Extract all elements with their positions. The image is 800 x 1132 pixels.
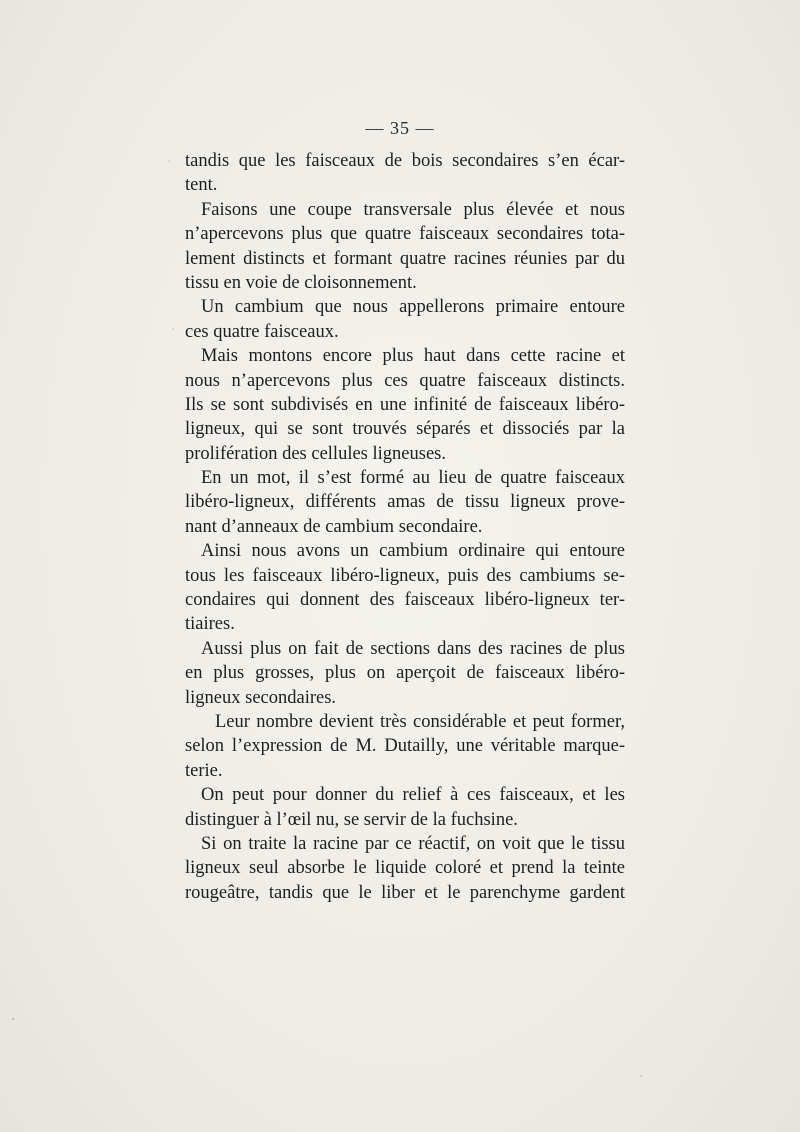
- text-line: distinguer à l’œil nu, se servir de la fuchsine.: [185, 809, 518, 830]
- text-line: selon l’expression de M. Dutailly, une véritable marque-: [185, 736, 625, 757]
- text-line: En un mot, il s’est formé au lieu de quatre faisceaux: [201, 468, 625, 489]
- text-line: ligneux, qui se sont trouvés séparés et dissociés par la: [185, 419, 625, 440]
- text-line: Leur nombre devient très considérable et peut former,: [215, 711, 625, 732]
- text-line: tous les faisceaux libéro-ligneux, puis des cambiums se-: [185, 565, 625, 586]
- body-text: [185, 149, 625, 905]
- paper-speck: [168, 160, 170, 162]
- text-line: Si on traite la racine par ce réactif, on voit que le tissu: [201, 833, 625, 854]
- text-line: n’apercevons plus que quatre faisceaux secondaires tota-: [185, 224, 625, 245]
- text-line: tent.: [185, 175, 218, 196]
- paper-speck: [640, 1075, 642, 1077]
- text-line: tissu en voie de cloisonnement.: [185, 272, 417, 293]
- text-line: Ainsi nous avons un cambium ordinaire qui entoure: [201, 541, 625, 562]
- text-line: libéro-ligneux, différents amas de tissu ligneux prove-: [185, 492, 625, 513]
- text-line: Faisons une coupe transversale plus élevée et nous: [201, 199, 625, 220]
- text-line: lement distincts et formant quatre racines réunies par du: [185, 248, 625, 269]
- text-line: prolifération des cellules ligneuses.: [185, 443, 446, 464]
- text-line: tiaires.: [185, 614, 235, 635]
- text-line: terie.: [185, 760, 223, 781]
- paper-speck: [12, 1018, 14, 1020]
- paper-speck: [172, 328, 174, 330]
- text-line: ces quatre faisceaux.: [185, 321, 339, 342]
- text-line: ligneux secondaires.: [185, 687, 337, 708]
- text-line: nous n’apercevons plus ces quatre faisceaux distincts.: [185, 370, 625, 391]
- text-line: On peut pour donner du relief à ces faisceaux, et les: [201, 785, 625, 806]
- text-line: Mais montons encore plus haut dans cette racine et: [201, 346, 625, 367]
- text-line: en plus grosses, plus on aperçoit de faisceaux libéro-: [185, 663, 625, 684]
- text-line: condaires qui donnent des faisceaux libéro-ligneux ter-: [185, 590, 625, 611]
- page-number: — 35 —: [365, 118, 435, 138]
- text-line: ligneux seul absorbe le liquide coloré et prend la teinte: [185, 858, 625, 879]
- text-line: tandis que les faisceaux de bois secondaires s’en écar-: [185, 151, 625, 171]
- text-line: Aussi plus on fait de sections dans des racines de plus: [201, 638, 625, 659]
- text-line: nant d’anneaux de cambium secondaire.: [185, 516, 483, 537]
- text-line: Un cambium que nous appellerons primaire entoure: [201, 297, 625, 318]
- text-line: rougeâtre, tandis que le liber et le parenchyme gardent: [185, 882, 625, 903]
- text-line: Ils se sont subdivisés en une infinité de faisceaux libéro-: [185, 394, 625, 415]
